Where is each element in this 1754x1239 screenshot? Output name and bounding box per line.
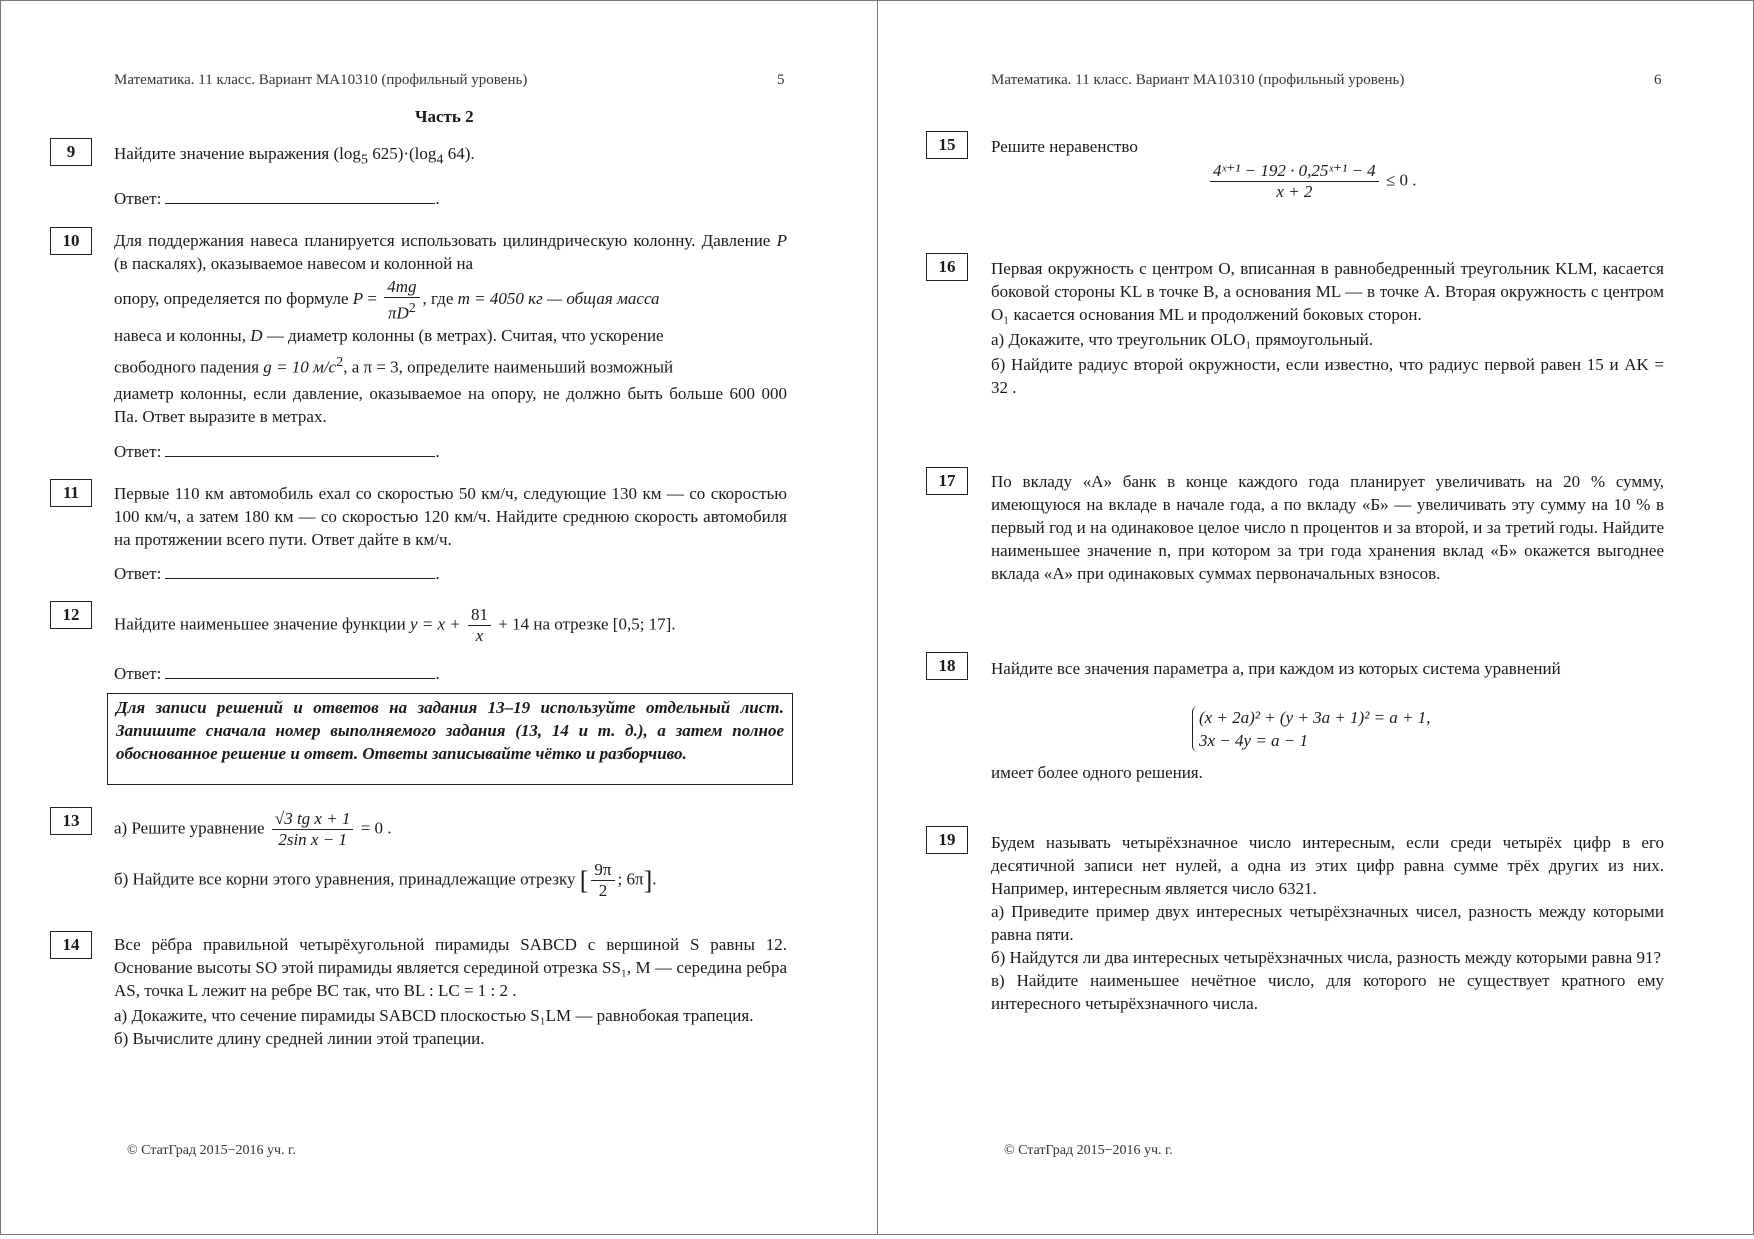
task-number: 14 xyxy=(50,931,92,959)
task-number: 9 xyxy=(50,138,92,166)
task-13-text: а) Решите уравнение $\frac{\text{√3 tg x + 1}}{\text{2sin x − 1}}$ = 0 . б) Найдите все корни этого уравнения, принадлежащие отрезку [ $\frac{9\pi}{2}$ ; 6π]. xyxy=(114,809,657,900)
task-number: 13 xyxy=(50,807,92,835)
page-header: Математика. 11 класс. Вариант МА10310 (профильный уровень) xyxy=(114,72,528,88)
page-left xyxy=(0,0,877,1235)
task-16-text: Первая окружность с центром O, вписанная в равнобедренный треугольник KLM, касается боковой стороны KL в точке B, а основания ML — в точке A. Вторая окружность с центром O₁ касается основания ML и продолжений боковых сторон. а) Докажите, что треугольник OLO₁ прямоугольный. б) Найдите радиус второй окружности, если известно, что радиус первой равен 15 и AK = 32 . xyxy=(991,259,1664,397)
task-18-system: (x + 2a)² + (y + 3a + 1)² = a + 1, 3x − 4y = a − 1 xyxy=(1192,706,1592,752)
page-right xyxy=(877,0,1754,1235)
task-11-text: Первые 110 км автомобиль ехал со скоростью 50 км/ч, следующие 130 км — со скоростью 100 км/ч, а затем 180 км — со скоростью 120 км/ч. Найдите среднюю скорость автомобиля на протяжении всего пути. Ответ дайте в км/ч. xyxy=(114,484,787,549)
page-header: Математика. 11 класс. Вариант МА10310 (профильный уровень) xyxy=(991,72,1405,88)
task-17-text: По вкладу «А» банк в конце каждого года планирует увеличивать на 20 % сумму, имеющуюся на вкладе в начале года, а по вкладу «Б» — увеличивать эту сумму на 10 % в первый год и на одинаковое целое число n процентов и за второй, и за третий годы. Найдите наименьшее значение n, при котором за три года хранения вклад «Б» окажется выгоднее вклада «А» при одинаковых суммах первоначальных взносов. xyxy=(991,472,1664,583)
task-18-tail: имеет более одного решения. xyxy=(991,763,1203,782)
answer-field: Ответ: . xyxy=(114,564,440,583)
answer-field: Ответ: . xyxy=(114,664,440,683)
task-15-formula: $\frac{\text{4ˣ⁺¹ − 192 · 0,25ˣ⁺¹ − 4}}{x + 2}$ ≤ 0 . xyxy=(1207,161,1607,202)
page-number: 5 xyxy=(777,72,785,88)
task-18-text: Найдите все значения параметра a, при каждом из которых система уравнений xyxy=(991,659,1561,678)
task-9-text: Найдите значение выражения ($\log_5$ $625)\cdot(\log_4$ 64). xyxy=(114,144,475,168)
page-footer: © СтатГрад 2015−2016 уч. г. xyxy=(127,1143,296,1158)
task-12-text: Найдите наименьшее значение функции y = x + $\frac{81}{x}$ + 14 на отрезке [0,5; 17]. xyxy=(114,605,676,645)
task-number: 12 xyxy=(50,601,92,629)
task-15-text: Решите неравенство xyxy=(991,137,1138,156)
task-10-text: Для поддержания навеса планируется использовать цилиндрическую колонну. Давление P (в паскалях), оказываемое навесом и колонной на опору, определяется по формуле P = $\frac{4mg}{\pi D^2}$ , где m = 4050 кг — общая масса навеса и колонны, D — диаметр колонны (в метрах). Считая, что ускорение свободного падения g = 10 $м/с^2$, а π = 3, определите наименьший возможный диаметр колонны, если давление, оказываемое на опору, не должно быть больше 600 000 Па. Ответ выразите в метрах. xyxy=(114,231,788,427)
page-footer: © СтатГрад 2015−2016 уч. г. xyxy=(1004,1143,1173,1158)
task-number: 10 xyxy=(50,227,92,255)
task-14-text: Все рёбра правильной четырёхугольной пирамиды SABCD с вершиной S равны 12. Основание высоты SO этой пирамиды является серединой отрезка SS₁, M — середина ребра AS, точка L лежит на ребре BC так, что BL : LC = 1 : 2 . а) Докажите, что сечение пирамиды SABCD плоскостью S₁LM — равнобокая трапеция. б) Вычислите длину средней линии этой трапеции. xyxy=(114,935,787,1048)
page-number: 6 xyxy=(1654,72,1662,88)
part-title: Часть 2 xyxy=(415,107,474,126)
task-19-text: Будем называть четырёхзначное число интересным, если среди четырёх цифр в его десятичной записи нет нулей, а одна из этих цифр равна сумме трёх других из них. Например, интересным является число 6321. а) Приведите пример двух интересных четырёхзначных чисел, разность между которыми равна пяти. б) Найдутся ли два интересных четырёхзначных числа, разность между которыми равна 91? в) Найдите наименьшее нечётное число, для которого не существует кратного ему интересного четырёхзначного числа. xyxy=(991,833,1664,1013)
task-number: 19 xyxy=(926,826,968,854)
task-number: 11 xyxy=(50,479,92,507)
task-number: 18 xyxy=(926,652,968,680)
task-number: 15 xyxy=(926,131,968,159)
answer-field: Ответ: . xyxy=(114,189,440,208)
task-number: 17 xyxy=(926,467,968,495)
answer-field: Ответ: . xyxy=(114,442,440,461)
instructions-box: Для записи решений и ответов на задания 13–19 используйте отдельный лист. Запишите сначала номер выполняемого задания (13, 14 и т. д.), а затем полное обоснованное решение и ответ. Ответы записывайте чётко и разборчиво. xyxy=(107,693,793,785)
task-number: 16 xyxy=(926,253,968,281)
